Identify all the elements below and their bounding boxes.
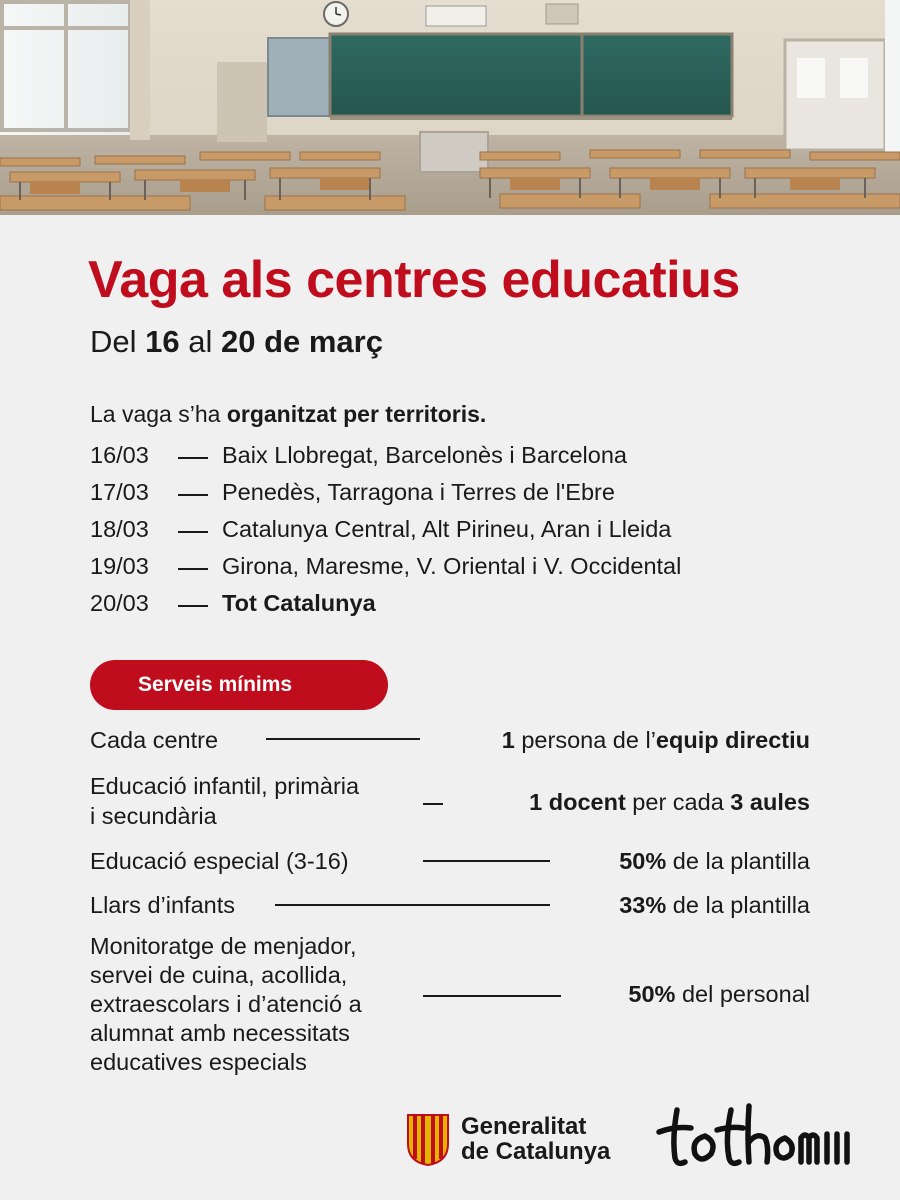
service-value: 50% del personal (628, 981, 810, 1007)
service-label: Educació especial (3-16) (90, 848, 349, 874)
minimum-services-badge: Serveis mínims (90, 660, 388, 710)
schedule-place: Catalunya Central, Alt Pirineu, Aran i Lleida (222, 516, 672, 542)
schedule-dash (178, 531, 208, 533)
generalitat-line-2: de Catalunya (461, 1138, 611, 1165)
schedule-dash (178, 568, 208, 570)
schedule-place: Baix Llobregat, Barcelonès i Barcelona (222, 442, 627, 468)
schedule-date: 19/03 (90, 553, 149, 579)
service-label: i secundària (90, 803, 217, 829)
service-value: 50% de la plantilla (619, 848, 810, 874)
schedule-place: Tot Catalunya (222, 590, 376, 616)
tothom-logo (655, 1100, 855, 1175)
schedule-dash (178, 494, 208, 496)
service-row (0, 772, 900, 832)
service-connector (266, 738, 420, 740)
schedule-row (90, 442, 870, 479)
service-row (0, 932, 900, 1082)
service-row (0, 891, 900, 921)
schedule-dash (178, 605, 208, 607)
schedule-date: 18/03 (90, 516, 149, 542)
service-row (0, 726, 900, 756)
senyera-icon (407, 1114, 449, 1166)
classroom-illustration (0, 0, 900, 215)
date-range-start: 16 (145, 324, 180, 359)
service-label: Cada centre (90, 727, 219, 753)
page-title: Vaga als centres educatius (88, 251, 740, 309)
intro-bold: organitzat per territoris. (226, 401, 487, 427)
service-connector (275, 904, 550, 906)
schedule-date: 16/03 (90, 442, 149, 468)
service-label: educatives especials (90, 1049, 307, 1075)
schedule-row (90, 516, 870, 553)
date-range (90, 324, 383, 360)
generalitat-logo-text (461, 1114, 610, 1164)
service-connector (423, 995, 561, 997)
date-range-middle: al (179, 324, 221, 359)
service-label: Monitoratge de menjador, (90, 933, 357, 959)
service-value: 1 docent per cada 3 aules (529, 789, 810, 815)
strike-schedule (90, 442, 870, 627)
service-value: 1 persona de l’equip directiu (501, 727, 810, 753)
schedule-date: 20/03 (90, 590, 149, 616)
schedule-dash (178, 457, 208, 459)
schedule-row (90, 553, 870, 590)
service-label: Llars d’infants (90, 892, 235, 918)
date-range-end: 20 de març (220, 324, 383, 359)
schedule-place: Penedès, Tarragona i Terres de l'Ebre (222, 479, 615, 505)
service-label: extraescolars i d’atenció a (90, 991, 362, 1017)
service-label: Educació infantil, primària (90, 773, 360, 799)
intro-text (90, 401, 486, 428)
generalitat-line-1: Generalitat (461, 1113, 587, 1140)
schedule-place: Girona, Maresme, V. Oriental i V. Occidental (222, 553, 682, 579)
intro-prefix: La vaga s’ha (90, 401, 227, 427)
date-range-prefix: Del (90, 324, 146, 359)
schedule-row (90, 590, 870, 627)
footer-logos (0, 1100, 900, 1180)
classroom-photo (0, 0, 900, 215)
service-label: servei de cuina, acollida, (90, 962, 348, 988)
service-connector (423, 803, 443, 805)
service-connector (423, 860, 550, 862)
schedule-date: 17/03 (90, 479, 149, 505)
service-value: 33% de la plantilla (619, 892, 810, 918)
service-row (0, 847, 900, 877)
schedule-row (90, 479, 870, 516)
service-label: alumnat amb necessitats (90, 1020, 350, 1046)
